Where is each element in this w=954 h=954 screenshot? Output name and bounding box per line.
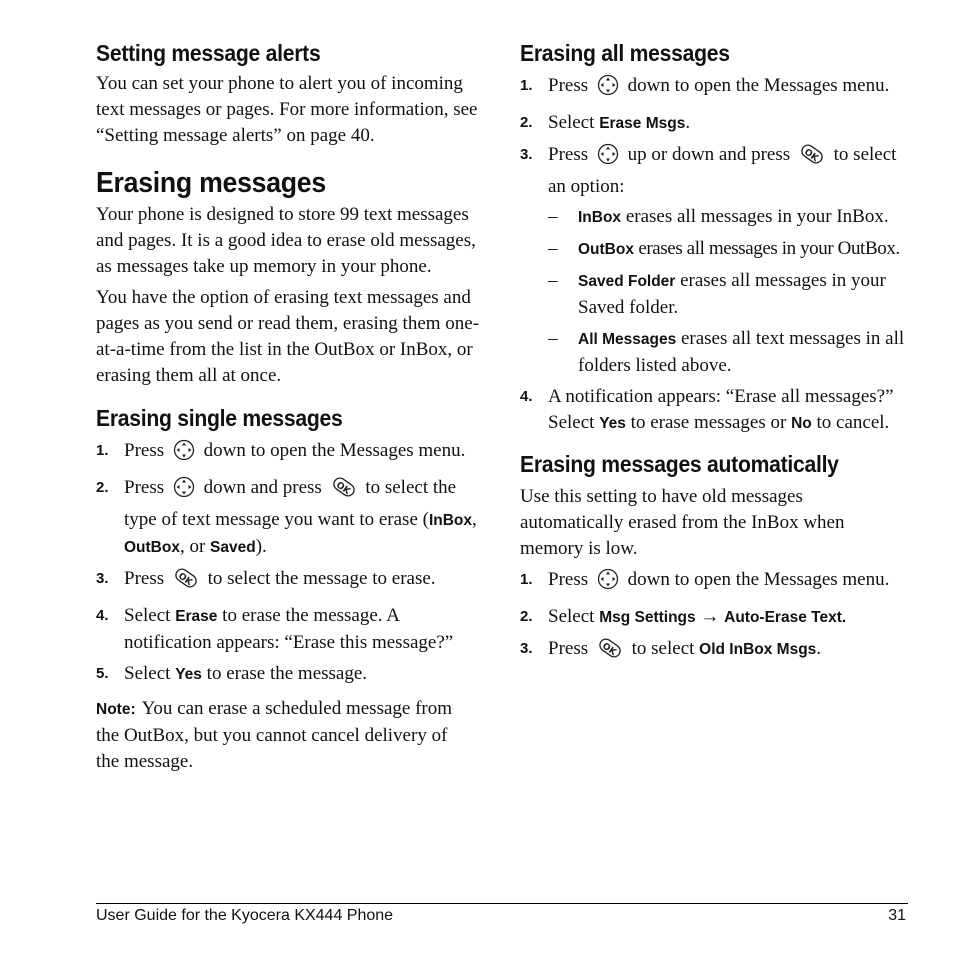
single-steps — [96, 438, 480, 688]
auto-steps — [520, 567, 910, 668]
all-heading: Erasing all messages — [520, 40, 730, 66]
list-item: 3. Press up or down and press OK to select an option: – InBox erases all messages in your InBox. – OutBox erases all messages in your OutBox. – Saved Folder erases all messages in your Saved folder. – All Messages erases all text messages in all folders listed above. — [520, 142, 910, 379]
svg-text:OK: OK — [333, 480, 352, 497]
list-item: 3. Press OK to select the message to erase. — [96, 566, 480, 598]
intro-paragraph-1: Your phone is designed to store 99 text messages and pages. It is a good idea to erase old messages, as messages take up memory in your phone. — [96, 204, 476, 277]
note-text: You can erase a scheduled message from the OutBox, but you cannot cancel delivery of the message. — [96, 698, 453, 772]
note-label: Note: — [96, 701, 136, 718]
list-item: 2. Select Msg Settings → Auto-Erase Text. — [520, 606, 847, 627]
navigation-key-icon — [173, 438, 195, 470]
intro-paragraph-2: You have the option of erasing text messages and pages as you send or read them, erasing them one-at-a-time from the list in the OutBox or InBox, or erasing them all at once. — [96, 287, 480, 386]
navigation-key-icon — [173, 475, 195, 507]
list-item: – All Messages erases all text messages in all folders listed above. — [548, 328, 905, 376]
alerts-heading: Setting message alerts — [96, 40, 321, 66]
ok-key-icon — [597, 636, 623, 668]
alerts-text: You can set your phone to alert you of incoming text messages or pages. For more information, see “Setting message alerts” on page 40. — [96, 73, 478, 146]
list-item: 2. Press down and press OK to select the type of text message you want to erase (InBox, OutBox, or Saved). — [96, 477, 477, 557]
ok-key-icon — [173, 566, 199, 598]
list-item: – OutBox erases all messages in your OutBox. — [548, 238, 900, 259]
right-column — [520, 40, 910, 676]
left-column — [96, 40, 480, 780]
list-item: – Saved Folder erases all messages in your Saved folder. — [548, 270, 886, 318]
page-title: Erasing messages — [96, 167, 326, 199]
footer-title: User Guide for the Kyocera KX444 Phone — [96, 907, 394, 924]
page-number: 31 — [888, 907, 906, 924]
list-item: 1. Press down to open the Messages menu. — [96, 438, 480, 470]
ok-key-icon — [331, 475, 357, 507]
navigation-key-icon — [597, 567, 619, 599]
single-heading: Erasing single messages — [96, 405, 343, 431]
navigation-key-icon — [597, 73, 619, 105]
list-item: – InBox erases all messages in your InBox. — [548, 206, 889, 227]
auto-heading: Erasing messages automatically — [520, 451, 839, 477]
note — [96, 696, 480, 775]
svg-text:OK: OK — [175, 571, 194, 588]
svg-text:OK: OK — [801, 147, 820, 164]
auto-text: Use this setting to have old messages automatically erased from the InBox when memory is low. — [520, 486, 845, 559]
page-footer — [96, 903, 908, 929]
list-item: 1. Press down to open the Messages menu. — [520, 567, 910, 599]
all-steps — [520, 73, 910, 437]
option-list — [548, 204, 910, 379]
list-item: 4. A notification appears: “Erase all messages?” Select Yes to erase messages or No to cancel. — [520, 386, 894, 433]
list-item: 5. Select Yes to erase the message. — [96, 663, 368, 684]
navigation-key-icon — [597, 142, 619, 174]
list-item: 4. Select Erase to erase the message. A notification appears: “Erase this message?” — [96, 605, 454, 653]
list-item: 3. Press OK to select Old InBox Msgs. — [520, 636, 910, 668]
list-item: 1. Press down to open the Messages menu. — [520, 73, 910, 105]
ok-key-icon — [799, 142, 825, 174]
list-item: 2. Select Erase Msgs. — [520, 112, 691, 133]
svg-text:OK: OK — [599, 641, 618, 658]
